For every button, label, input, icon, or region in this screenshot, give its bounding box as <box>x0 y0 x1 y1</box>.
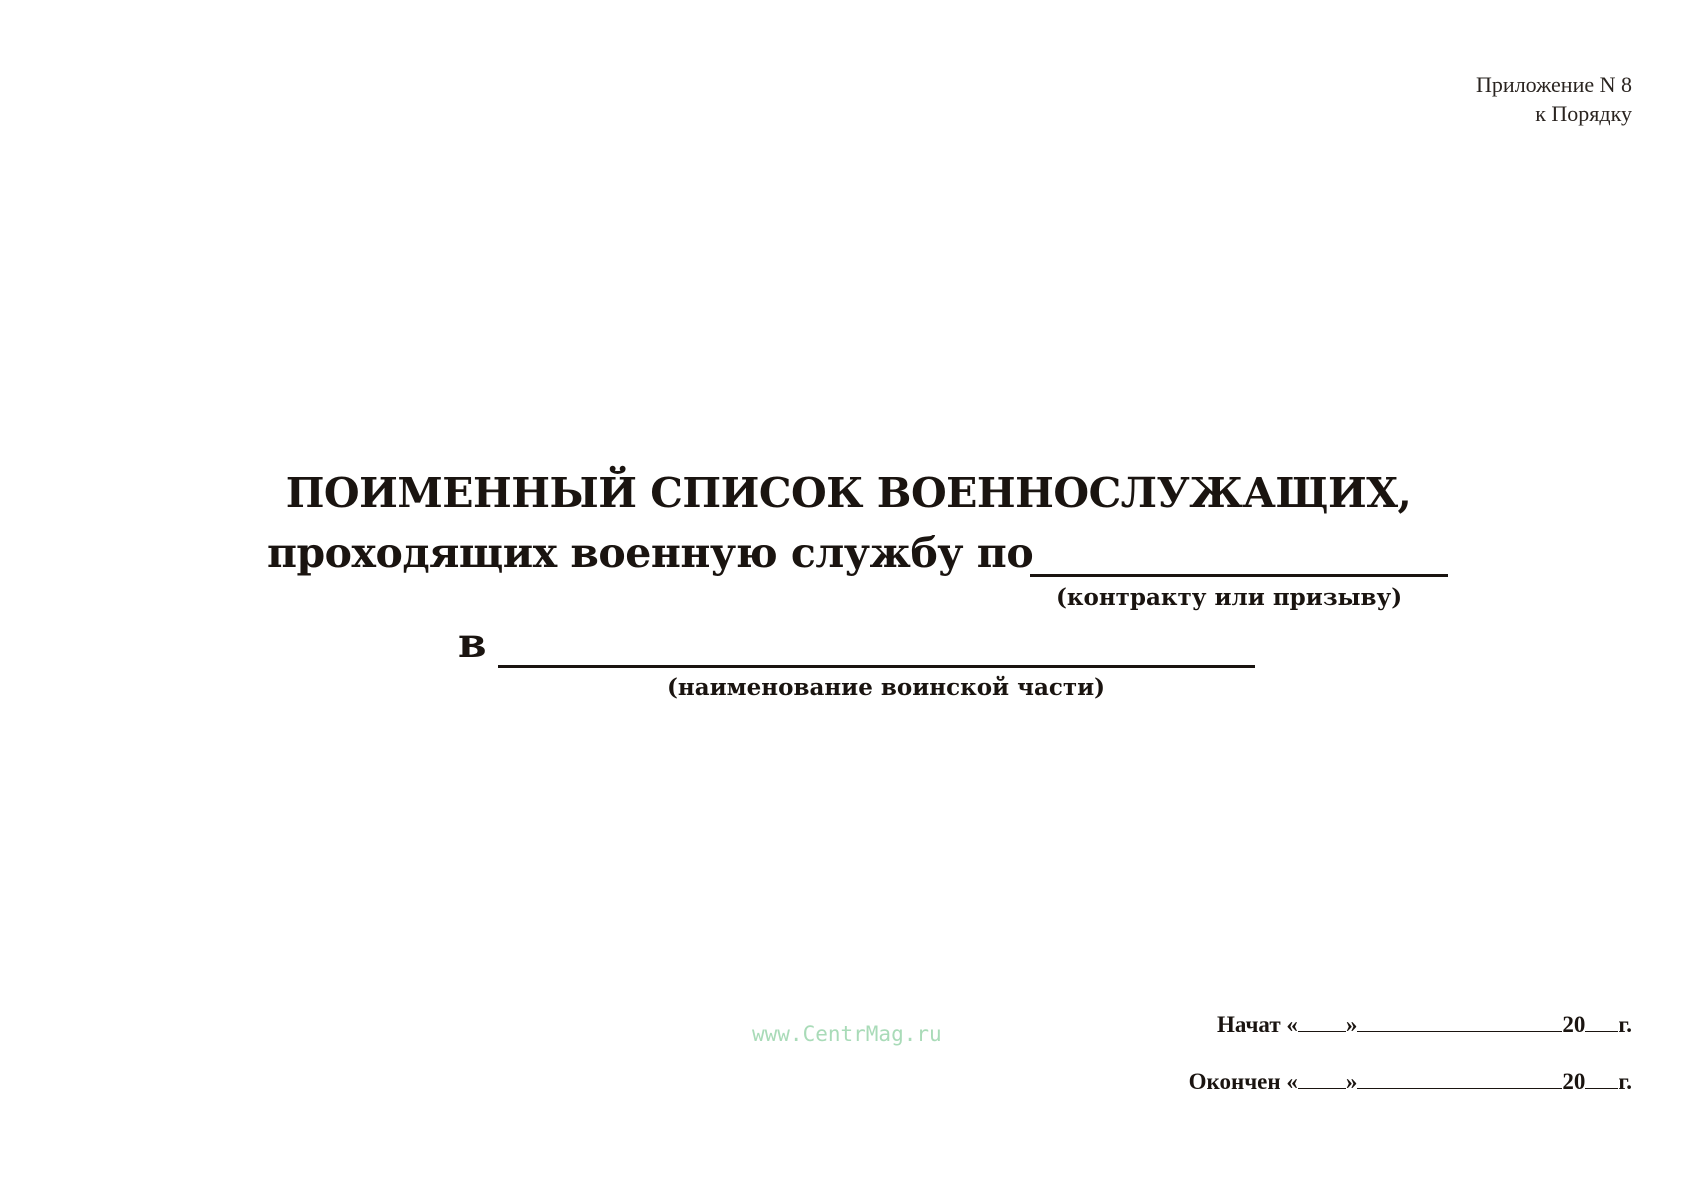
service-type-blank <box>1030 574 1448 577</box>
ended-year-prefix: 20 <box>1562 1069 1586 1094</box>
watermark: www.CentrMag.ru <box>752 1022 942 1046</box>
ended-label: Окончен « <box>1188 1069 1298 1094</box>
ended-year-suffix: г. <box>1618 1069 1632 1094</box>
started-date-row <box>1189 1012 1632 1040</box>
appendix-number: Приложение N 8 <box>1476 72 1632 97</box>
ended-year-blank <box>1585 1070 1618 1089</box>
service-type-line: проходящих военную службу по <box>267 529 1034 577</box>
unit-preposition: в <box>458 619 487 667</box>
ended-date-row <box>1189 1069 1632 1097</box>
started-year-prefix: 20 <box>1562 1012 1586 1037</box>
started-month-blank <box>1357 1013 1562 1032</box>
appendix-reference: к Порядку <box>1535 101 1632 126</box>
unit-name-caption: (наименование воинской части) <box>667 674 1106 701</box>
ended-quote-close: » <box>1345 1069 1358 1094</box>
date-block <box>1189 1012 1632 1126</box>
service-type-caption: (контракту или призыву) <box>1056 584 1403 611</box>
started-day-blank <box>1298 1013 1346 1032</box>
appendix-note <box>1476 70 1632 128</box>
started-label: Начат « <box>1216 1012 1298 1037</box>
ended-day-blank <box>1298 1070 1346 1089</box>
ended-month-blank <box>1357 1070 1562 1089</box>
started-quote-close: » <box>1345 1012 1358 1037</box>
started-year-suffix: г. <box>1618 1012 1632 1037</box>
started-year-blank <box>1585 1013 1618 1032</box>
document-title: ПОИМЕННЫЙ СПИСОК ВОЕННОСЛУЖАЩИХ, <box>285 469 1412 517</box>
unit-name-blank <box>498 665 1255 668</box>
